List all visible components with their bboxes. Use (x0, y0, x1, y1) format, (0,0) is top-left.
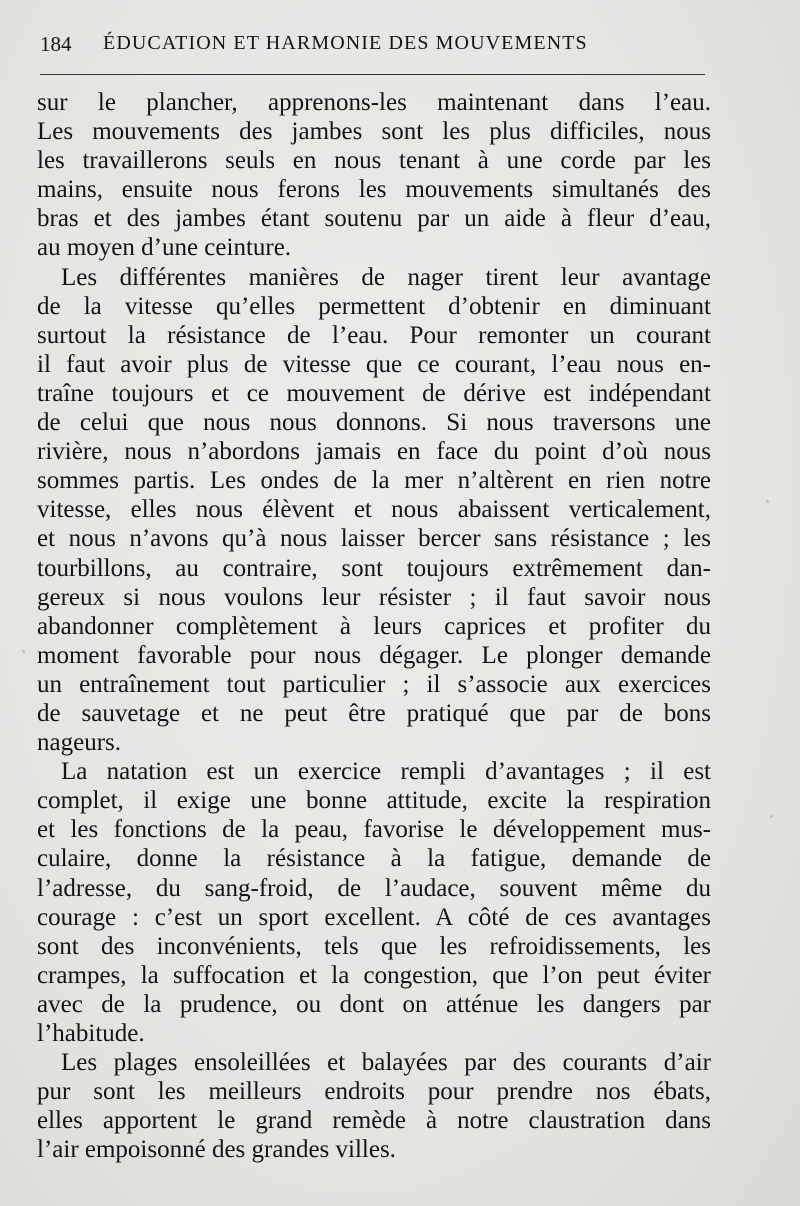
text-line: tourbillons, au contraire, sont toujours extrêmement dan- (37, 554, 711, 582)
text-line: moment favorable pour nous dégager. Le plonger demande (37, 641, 711, 669)
text-line: l’air empoisonné des grandes villes. (37, 1136, 396, 1164)
text-line: et nous n’avons qu’à nous laisser bercer sans résistance ; les (37, 525, 711, 553)
text-line: bras et des jambes étant soutenu par un aide à fleur d’eau, (37, 205, 711, 233)
text-line: mains, ensuite nous ferons les mouvements simultanés des (37, 176, 711, 204)
text-line: et les fonctions de la peau, favorise le développement mus- (37, 816, 711, 844)
text-line: pur sont les meilleurs endroits pour prendre nos ébats, (37, 1078, 711, 1106)
paragraph-3 (37, 757, 711, 1048)
text-line: un entraînement tout particulier ; il s’associe aux exercices (37, 670, 711, 698)
text-line: surtout la résistance de l’eau. Pour remonter un courant (37, 321, 711, 349)
running-title: ÉDUCATION ET HARMONIE DES MOUVEMENTS (103, 32, 588, 54)
text-line: de celui que nous nous donnons. Si nous traversons une (37, 409, 711, 437)
text-line: elles apportent le grand remède à notre claustration dans (37, 1107, 711, 1135)
text-line: sur le plancher, apprenons-les maintenant dans l’eau. (37, 89, 711, 116)
paper-speck (770, 815, 773, 818)
text-line: courage : c’est un sport excellent. A côté de ces avantages (37, 903, 711, 931)
text-line: sommes partis. Les ondes de la mer n’altèrent en rien notre (37, 467, 711, 495)
text-line: sont des inconvénients, tels que les refroidissements, les (37, 932, 711, 960)
header-rule (40, 74, 705, 75)
text-line: vitesse, elles nous élèvent et nous abaissent verticalement, (37, 496, 711, 524)
paper-speck (766, 500, 769, 503)
text-line: au moyen d’une ceinture. (37, 234, 292, 262)
text-line: abandonner complètement à leurs caprices et profiter du (37, 612, 711, 640)
text-line: culaire, donne la résistance à la fatigue, demande de (37, 845, 711, 873)
text-line: traîne toujours et ce mouvement de dérive est indépendant (37, 379, 711, 407)
paper-speck (22, 650, 25, 653)
text-line: Les plages ensoleillées et balayées par des courants d’air (61, 1049, 711, 1077)
paragraph-2 (37, 263, 711, 758)
paragraph-1 (37, 88, 711, 263)
text-line: l’adresse, du sang-froid, de l’audace, souvent même du (37, 874, 711, 902)
text-line: La natation est un exercice rempli d’avantages ; il est (61, 758, 711, 786)
text-line: Les mouvements des jambes sont les plus difficiles, nous (37, 118, 711, 146)
text-line: il faut avoir plus de vitesse que ce courant, l’eau nous en- (37, 350, 711, 378)
text-line: l’habitude. (37, 1020, 145, 1047)
text-line: de la vitesse qu’elles permettent d’obtenir en diminuant (37, 292, 711, 320)
text-line: nageurs. (37, 729, 121, 757)
text-line: rivière, nous n’abordons jamais en face du point d’où nous (37, 438, 711, 466)
text-line: avec de la prudence, ou dont on atténue les dangers par (37, 990, 711, 1018)
text-line: complet, il exige une bonne attitude, excite la respiration (37, 787, 711, 815)
paragraph-4 (37, 1048, 711, 1164)
page-header (40, 30, 705, 60)
text-line: gereux si nous voulons leur résister ; il faut savoir nous (37, 583, 711, 611)
text-line: de sauvetage et ne peut être pratiqué que par de bons (37, 699, 711, 727)
text-line: crampes, la suffocation et la congestion, que l’on peut éviter (37, 961, 711, 989)
text-line: les travaillerons seuls en nous tenant à une corde par les (37, 147, 711, 175)
page-number: 184 (40, 32, 72, 56)
body-text (37, 88, 711, 1164)
text-line: Les différentes manières de nager tirent leur avantage (61, 263, 711, 291)
